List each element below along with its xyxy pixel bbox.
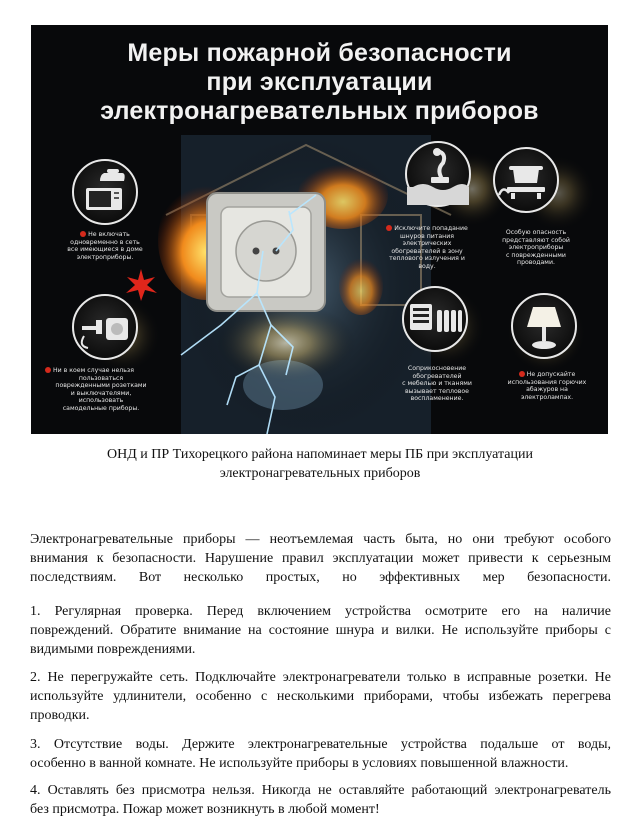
poster-title-line: при эксплуатации (206, 68, 433, 96)
poster-title-line: электронагревательных приборов (100, 97, 539, 125)
fire-safety-poster (31, 25, 608, 434)
stove-circle (493, 147, 559, 213)
note-line: воду. (418, 262, 436, 270)
iron-icon (100, 169, 125, 181)
stop-icon (519, 371, 525, 377)
note-line: теплового излучения и (389, 255, 465, 263)
plug-socket-icon (82, 318, 128, 348)
heater-circle (402, 286, 468, 352)
table-lamp-icon (527, 307, 561, 349)
stop-icon (80, 231, 86, 237)
note-top-middle (377, 225, 477, 271)
microwave-icon (86, 188, 122, 210)
note-bottom-right (491, 371, 603, 401)
heater-icon (410, 304, 432, 330)
note-line: все имеющиеся в доме (67, 246, 143, 254)
text-line: 4. Оставлять без присмотра нельзя. Никогда не оставляйте работающий электронагреватель (30, 783, 611, 798)
text-line: внимания к безопасности. Нарушение правил эксплуатации может привести к серьезным (30, 551, 611, 566)
note-line: с мебелью и тканями (402, 380, 472, 388)
note-line: Не включать (57, 231, 153, 239)
cord-snake-icon (431, 148, 449, 183)
note-line: проводами. (517, 259, 555, 267)
note-line: представляют собой (502, 236, 570, 244)
poster-title-line: Меры пожарной безопасности (127, 39, 512, 67)
note-line: вызывает тепловое (405, 387, 469, 395)
caption-line: ОНД и ПР Тихорецкого района напоминает меры ПБ при эксплуатации (107, 447, 533, 462)
note-line: обогревателей (412, 372, 462, 380)
text-line: 1. Регулярная проверка. Перед включением устройства осмотрите его на наличие (30, 604, 611, 619)
radiator-icon (437, 310, 462, 332)
note-line: поврежденными розетками (55, 382, 147, 390)
note-line: использования горючих (507, 378, 587, 386)
appliances-circle (72, 159, 138, 225)
text-line: используйте удлинители, особенно с несколькими приборами, чтобы избежать перегрева (30, 689, 611, 704)
text-line: видимыми повреждениями. (30, 642, 196, 657)
intro-paragraph (30, 530, 611, 587)
text-line: повреждений. Обратите внимание на состояние шнура и вилки. Не используйте приборы с (30, 623, 611, 638)
text-line: 3. Отсутствие воды. Держите электронагревательные устройства подальше от воды, (30, 737, 611, 752)
note-line: электролампах. (520, 393, 574, 401)
note-line: Ни в коем случае нельзя (45, 367, 157, 375)
note-bottom-left (45, 367, 157, 413)
note-top-right (486, 229, 586, 267)
text-line: без присмотра. Пожар может возникнуть в любой момент! (30, 802, 380, 817)
tip-1-paragraph (30, 602, 611, 659)
poster-caption (40, 445, 600, 483)
note-line: абажуров на (526, 386, 568, 394)
stove-pot-icon (499, 166, 545, 199)
text-line: последствиям. Вот несколько простых, но эффективных мер безопасности. (30, 570, 611, 585)
note-line: обогревателей в зону (391, 247, 463, 255)
note-line: электрических (402, 240, 452, 248)
tip-3-paragraph (30, 735, 611, 773)
wall-socket-icon (207, 193, 325, 311)
note-line: Особую опасность (505, 229, 567, 236)
spark-icon (123, 267, 159, 303)
plug-socket-circle (72, 294, 138, 360)
text-line: проводки. (30, 708, 90, 723)
poster-title (31, 39, 608, 126)
note-line: электроприборы. (76, 253, 134, 261)
note-line: самодельные приборы. (62, 404, 140, 412)
note-line: шнуров питания (400, 232, 454, 240)
lamp-circle (511, 293, 577, 359)
note-line: и выключателями, (70, 389, 132, 397)
note-line: Соприкосновение (407, 365, 467, 372)
text-line: особенно в ванной комнате. Не используйте приборы в условиях повышенной влажности. (30, 756, 569, 771)
note-line: Исключите попадание (377, 225, 477, 233)
cord-water-circle (405, 141, 471, 207)
tip-2-paragraph (30, 668, 611, 725)
stop-icon (386, 225, 392, 231)
note-line: воспламенение. (410, 395, 464, 403)
note-line: электроприборы (508, 244, 564, 252)
caption-line: электронагревательных приборов (219, 466, 421, 481)
note-line: пользоваться (78, 374, 124, 382)
note-bottom-middle (387, 365, 487, 403)
note-line: использовать (78, 397, 124, 405)
water-icon (407, 184, 469, 205)
note-top-left (57, 231, 153, 261)
stop-icon (45, 367, 51, 373)
note-line: одновременно в сеть (70, 238, 140, 246)
text-line: Электронагревательные приборы — неотъемлемая часть быта, но они требуют особого (30, 532, 611, 547)
text-line: 2. Не перегружайте сеть. Подключайте электронагреватели только в исправные розетки. Не (30, 670, 611, 685)
note-line: Не допускайте (491, 371, 603, 379)
note-line: с поврежденными (506, 251, 566, 259)
tip-4-paragraph (30, 781, 611, 819)
